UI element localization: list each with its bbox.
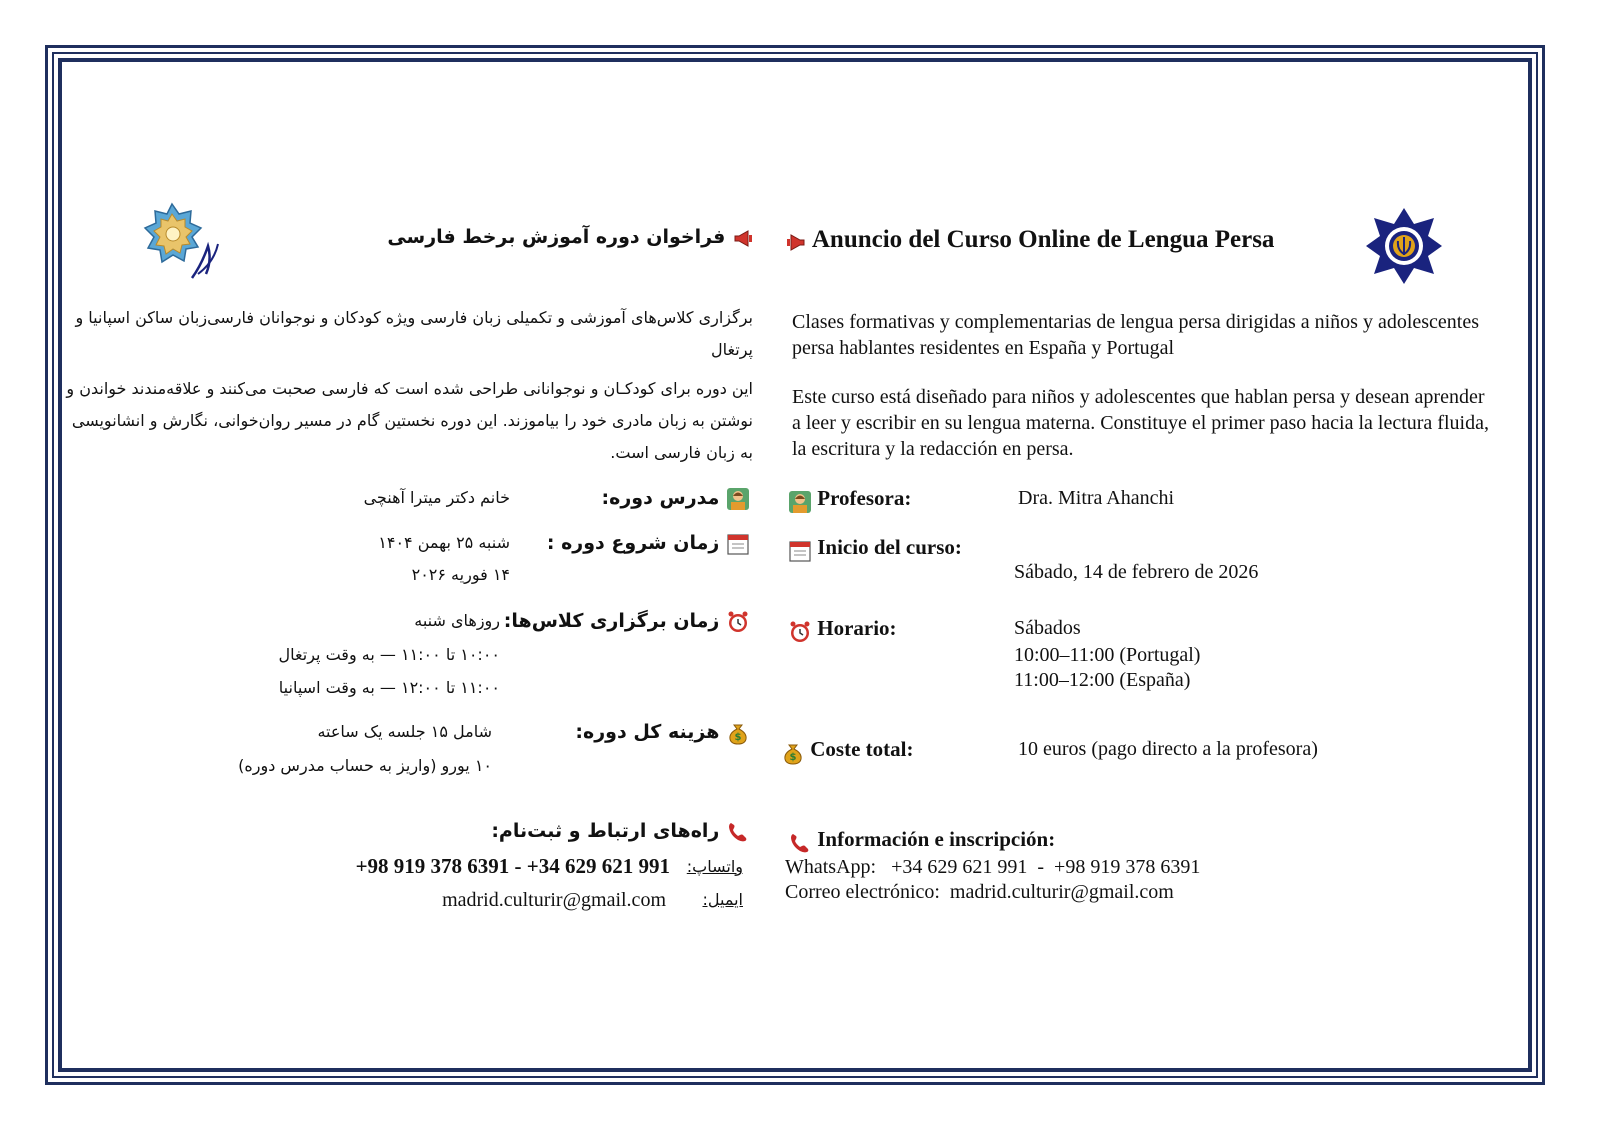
teacher-icon bbox=[788, 487, 812, 514]
es-teacher-value: Dra. Mitra Ahanchi bbox=[1018, 487, 1175, 509]
fa-intro-2: این دوره برای کودکـان و نوجوانانی طراحی شده است که فارسی صحبت می‌کنند و علاقه‌مندند خواندن و نوشتن به زبان مادری خود را بیاموزند. این دوره نخستین گام در مسیر روان‌خوانی، نگارش و انشانویسی به زبان فارسی است. bbox=[66, 379, 753, 462]
fa-title: فراخوان دوره آموزش برخط فارسی bbox=[356, 222, 756, 253]
fa-start-value-1: شنبه ۲۵ بهمن ۱۴۰۴ bbox=[378, 533, 510, 552]
iran-emblem-logo bbox=[1364, 206, 1444, 286]
saadi-foundation-logo bbox=[132, 200, 224, 282]
alarm-clock-icon bbox=[788, 617, 812, 644]
es-start-value: Sábado, 14 de febrero de 2026 bbox=[1014, 561, 1259, 583]
es-start-label-row: Inicio del curso: bbox=[788, 534, 1048, 563]
fa-schedule-label-row: زمان برگزاری کلاس‌ها: bbox=[490, 605, 750, 638]
fa-start-label-row: زمان شروع دوره : bbox=[490, 527, 750, 560]
es-whatsapp-line[interactable]: WhatsApp: +34 629 621 991 - +98 919 378 6391 bbox=[785, 856, 1201, 878]
es-cost-label-row: $ Coste total: bbox=[781, 736, 1001, 765]
fa-teacher-value: خانم دکتر میترا آهنچی bbox=[363, 488, 510, 507]
fa-schedule-value-1: روزهای شنبه bbox=[414, 611, 500, 630]
es-schedule-value-3: 11:00–12:00 (España) bbox=[1014, 669, 1191, 691]
phone-icon bbox=[788, 828, 812, 855]
calendar-icon bbox=[726, 528, 750, 560]
megaphone-icon bbox=[783, 228, 807, 254]
es-schedule-value-2: 10:00–11:00 (Portugal) bbox=[1014, 644, 1201, 666]
es-teacher-label-row: Profesora: bbox=[788, 485, 988, 514]
fa-intro-1: برگزاری کلاس‌های آموزشی و تکمیلی زبان فارسی ویژه کودکان و نوجوانان فارسی‌زبان ساکن اسپانیا و پرتغال bbox=[75, 308, 753, 359]
phone-icon bbox=[726, 816, 750, 848]
fa-schedule-value-2: ۱۰:۰۰ تا ۱۱:۰۰ — به وقت پرتغال bbox=[278, 645, 500, 664]
alarm-clock-icon bbox=[726, 606, 750, 638]
fa-contact-label-row: راه‌های ارتباط و ثبت‌نام: bbox=[390, 815, 750, 848]
es-schedule-label-row: Horario: bbox=[788, 615, 988, 644]
fa-teacher-label-row: مدرس دوره: bbox=[490, 482, 750, 515]
fa-cost-label-row: $ هزینه کل دوره: bbox=[490, 716, 750, 749]
es-title-row: Anuncio del Curso Online de Lengua Persa bbox=[783, 227, 1343, 254]
fa-cost-value-1: شامل ۱۵ جلسه یک ساعته bbox=[317, 722, 492, 741]
svg-text:$: $ bbox=[734, 732, 742, 743]
es-email-line[interactable]: Correo electrónico: madrid.culturir@gmail.com bbox=[785, 881, 1174, 903]
svg-text:$: $ bbox=[789, 751, 797, 763]
calendar-icon bbox=[788, 536, 812, 563]
fa-email-label: ایمیل: bbox=[702, 890, 743, 909]
fa-start-value-2: ۱۴ فوریه ۲۰۲۶ bbox=[411, 565, 510, 584]
fa-cost-value-2: ۱۰ یورو (واریز به حساب مدرس دوره) bbox=[238, 756, 492, 775]
es-cost-value: 10 euros (pago directo a la profesora) bbox=[1018, 738, 1318, 760]
es-schedule-value-1: Sábados bbox=[1014, 617, 1081, 639]
es-intro-1: Clases formativas y complementarias de lengua persa dirigidas a niños y adolescentes persa hablantes residentes en España y Portugal bbox=[792, 311, 1480, 359]
fa-whatsapp-label: واتساپ: bbox=[686, 857, 743, 876]
fa-whatsapp-value[interactable]: +98 919 378 6391 - +34 629 621 991 bbox=[355, 854, 670, 878]
es-contact-label-row: Información e inscripción: bbox=[788, 826, 1188, 855]
money-bag-icon bbox=[781, 738, 805, 765]
es-intro-2: Este curso está diseñado para niños y adolescentes que hablan persa y desean aprender a leer y escribir en su lengua materna. Constituye el primer paso hacia la lectura fluida, la escritura y la redacción en persa. bbox=[792, 386, 1489, 460]
megaphone-icon bbox=[732, 223, 756, 253]
fa-schedule-value-3: ۱۱:۰۰ تا ۱۲:۰۰ — به وقت اسپانیا bbox=[278, 678, 500, 697]
teacher-icon bbox=[726, 483, 750, 515]
money-bag-icon bbox=[726, 717, 750, 749]
fa-email-value[interactable]: madrid.culturir@gmail.com bbox=[442, 889, 666, 911]
